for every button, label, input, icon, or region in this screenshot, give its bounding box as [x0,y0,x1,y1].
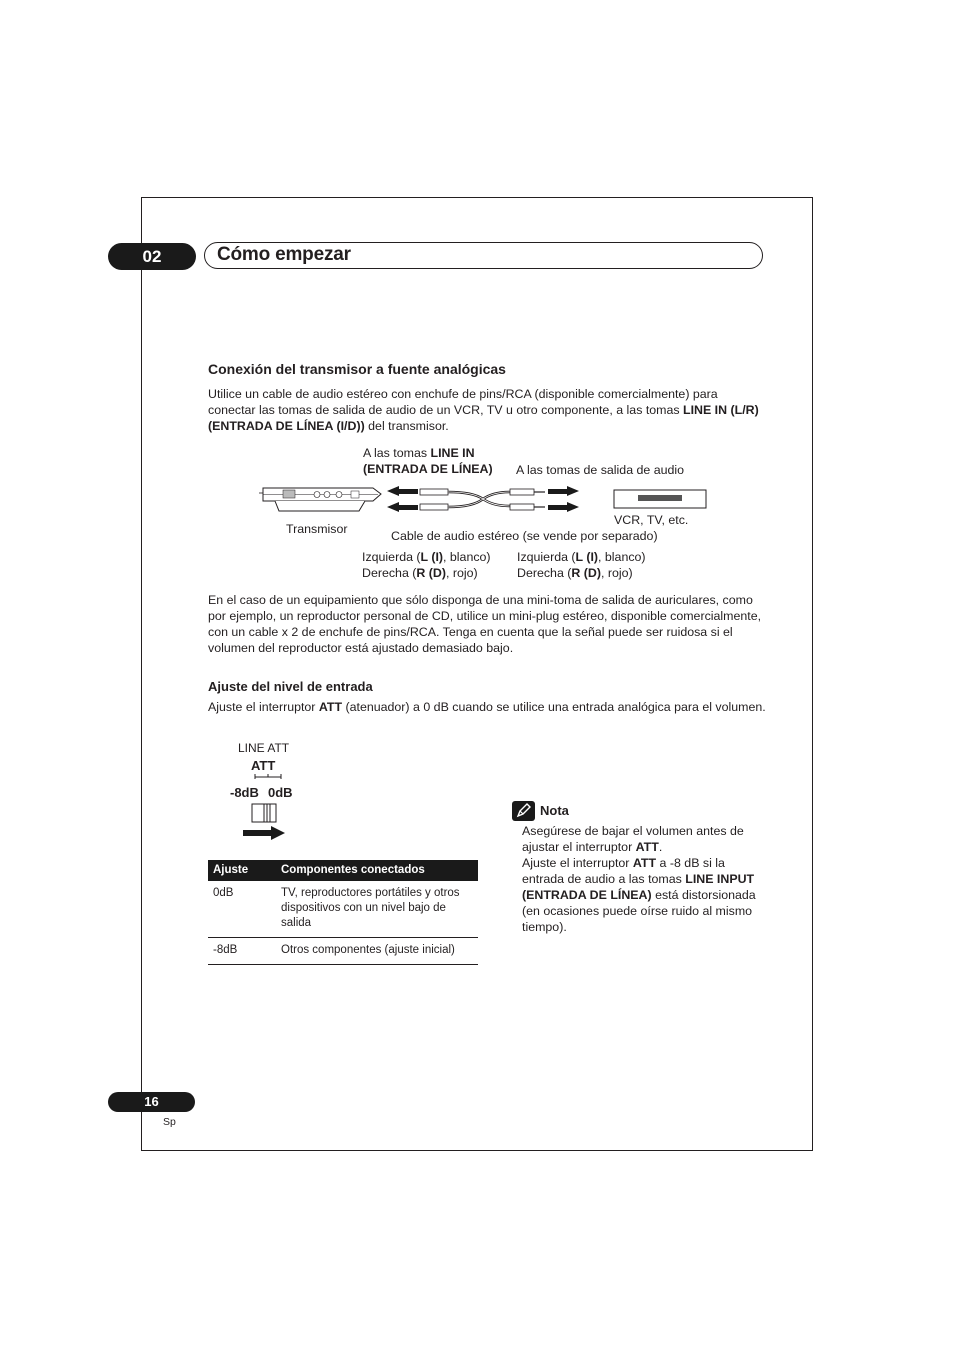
transmitter-icon [259,488,381,511]
table-header-ajuste: Ajuste [208,860,276,881]
table-cell: Otros componentes (ajuste inicial) [276,938,478,965]
label-transmitter: Transmisor [286,522,348,536]
chapter-title: Cómo empezar [217,244,351,265]
att-zero-label: 0dB [268,785,293,800]
settings-table [208,860,478,965]
table-header-row [208,860,478,881]
arrow-left-icon [387,486,418,512]
paragraph-mini-jack: En el caso de un equipamiento que sólo disponga de una mini-toma de salida de auriculares, como por ejemplo, un reproductor personal de CD, utilice un mini-plug estéreo, disponible comercialmente, con un cable x 2 de enchufe de pins/RCA. Tenga en cuenta que la señal puede ser ruidosa si el volumen del reproductor está ajustado demasiado bajo. [208,593,762,655]
att-label: ATT [251,758,276,773]
language-code: Sp [163,1116,176,1128]
table-row [208,938,478,965]
note-body: Asegúrese de bajar el volumen antes de ajustar el interruptor ATT. Ajuste el interruptor ATT a -8 dB si la entrada de audio a las tomas LINE INPUT (ENTRADA DE LÍNEA) está distorsionada (en ocasiones puede oírse ruido al mismo tiempo). [522,824,756,934]
section-heading-input-level: Ajuste del nivel de entrada [208,679,373,694]
rca-cable-icon [420,489,545,510]
label-cable: Cable de audio estéreo (se vende por separado) [391,529,658,543]
arrow-right-icon [548,486,579,512]
table-row [208,881,478,938]
page-number: 16 [108,1092,195,1112]
chapter-number: 02 [108,243,196,270]
table-cell: -8dB [208,938,276,965]
label-channels-left: Izquierda (L (I), blanco) Derecha (R (D), rojo) [362,550,491,580]
connection-diagram [255,478,715,520]
att-switch-diagram [225,741,325,845]
table-header-componentes: Componentes conectados [276,860,478,881]
vcr-icon [614,490,706,508]
section2-text: Ajuste el interruptor ATT (atenuador) a 0 dB cuando se utilice una entrada analógica para el volumen. [208,700,766,714]
page-frame [141,197,813,1151]
att-line-label: LINE ATT [238,741,290,755]
label-vcr: VCR, TV, etc. [614,513,689,527]
label-to-line-in: A las tomas LINE IN (ENTRADA DE LÍNEA) [363,446,493,476]
note-title: Nota [540,803,569,818]
label-channels-right: Izquierda (L (I), blanco) Derecha (R (D), rojo) [517,550,646,580]
table-cell: 0dB [208,881,276,938]
att-arrow-icon [243,826,285,840]
section-intro: Utilice un cable de audio estéreo con enchufe de pins/RCA (disponible comercialmente) para conectar las tomas de salida de audio de un VCR, TV u otro componente, a las tomas LINE IN (L/R) (ENTRADA DE LÍNEA (I/D)) del transmisor. [208,387,759,433]
att-minus8-label: -8dB [230,785,259,800]
note-pencil-icon [512,801,535,821]
table-cell: TV, reproductores portátiles y otros dispositivos con un nivel bajo de salida [276,881,478,938]
label-to-audio-out: A las tomas de salida de audio [516,463,685,477]
section-heading-connection: Conexión del transmisor a fuente analógicas [208,361,506,377]
